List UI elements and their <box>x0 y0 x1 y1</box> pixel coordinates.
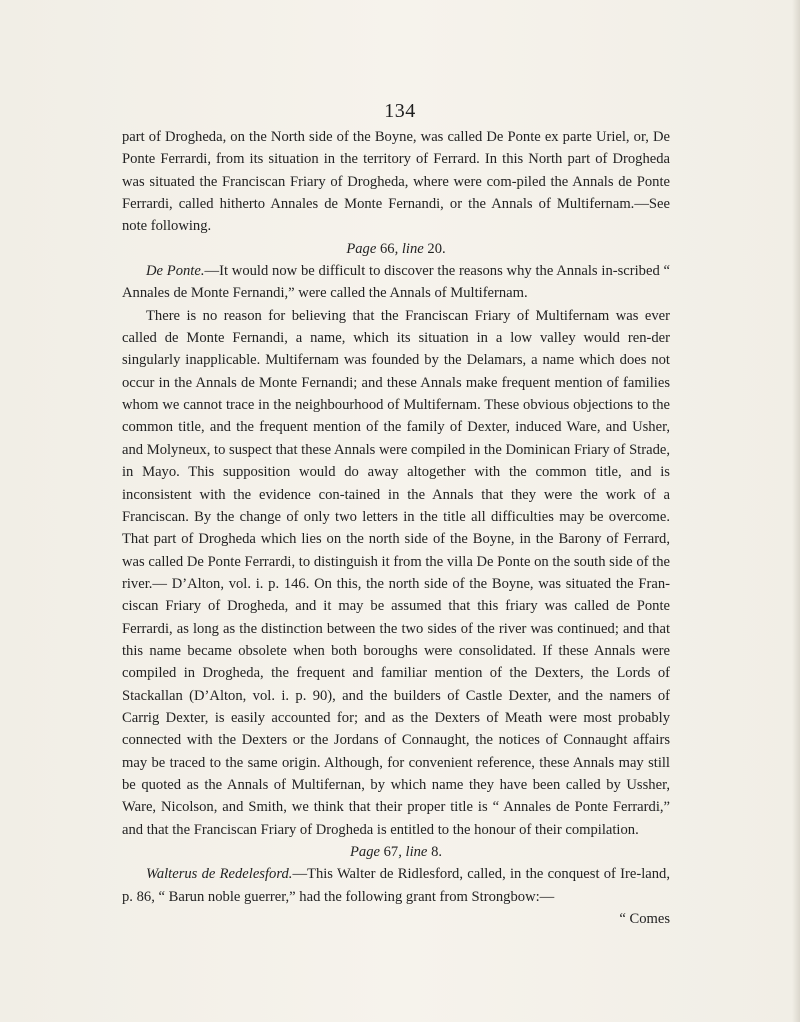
page-number: 134 <box>384 100 416 122</box>
paragraph-de-ponte: De Ponte.—It would now be difficult to discover the reasons why the Annals in-scribed “ Annales de Monte Fernandi,” were called the Annals of Multifernam. <box>122 263 671 302</box>
paragraph-multifernam: There is no reason for believing that the Franciscan Friary of Multifernam was ever called de Monte Fernandi, a name, which its situation in a low valley would ren-der singularly inapplicable. Multifernam was founded by the Delamars, a name which does not occur in the Annals de Monte Fernandi; and these Annals make frequent mention of families whom we cannot trace in the neighbourhood of Multifernam. These obvious objections to the common title, and the frequent mention of the family of Dexter, induced Ware, and Usher, and Molyneux, to suspect that these Annals were compiled in the Dominican Friary of Strade, in Mayo. This supposition would do away altogether with the common title, and is inconsistent with the evidence con-tained in the Annals that they were the work of a Franciscan. By the change of only two letters in the title all difficulties may be overcome. That part of Drogheda which lies on the north side of the Boyne, in the Barony of Ferrard, was called De Ponte Ferrardi, to distinguish it from the villa De Ponte on the south side of the river.— D’Alton, vol. i. p. 146. On this, the north side of the Boyne, was situated the Fran-ciscan Friary of Drogheda, and it may be assumed that this friary was called de Ponte Ferrardi, as long as the distinction between the two sides of the river was continued; and that this name became obsolete when both boroughs were consolidated. If these Annals were compiled in Drogheda, the frequent and familiar mention of the Dexters, the Lords of Stackallan (D’Alton, vol. i. p. 90), and the builders of Castle Dexter, and the namers of Carrig Dexter, is easily accounted for; and as the Dexters of Meath were most probably connected with the Dexters or the Jordans of Connaught, the notices of Connaught affairs may be traced to the same origin. Although, for convenient reference, these Annals may still be quoted as the Annals of Multifernan, by which name they have been called by Ussher, Ware, Nicolson, and Smith, we think that their proper title is “ Annales de Ponte Ferrardi,” and that the Franciscan Friary of Drogheda is entitled to the honour of their compilation. <box>122 307 670 838</box>
note-heading-page-66: Page 66, line 20. <box>346 240 446 257</box>
paragraph-walterus: Walterus de Redelesford.—This Walter de Ridlesford, called, in the conquest of Ire-land, p. 86, “ Barun noble guerrer,” had the following grant from Strongbow:— <box>122 866 670 905</box>
lemma-walterus: Walterus de Redelesford. <box>146 866 293 883</box>
catchword: “ Comes <box>619 911 670 928</box>
page-edge-shadow <box>792 0 800 1022</box>
paragraph-drogheda: part of Drogheda, on the North side of the Boyne, was called De Ponte ex parte Uriel, or, De Ponte Ferrardi, from its situation in the territory of Ferrard. In this North part of Drogheda was situated the Franciscan Friary of Drogheda, where were com-piled the Annals de Ponte Ferrardi, called hitherto Annales de Monte Fernandi, or the Annals of Multifernam.—See note following. <box>122 129 670 235</box>
note-heading-page-67: Page 67, line 8. <box>349 844 443 860</box>
page-body <box>122 126 670 930</box>
lemma-de-ponte: De Ponte. <box>146 263 205 280</box>
